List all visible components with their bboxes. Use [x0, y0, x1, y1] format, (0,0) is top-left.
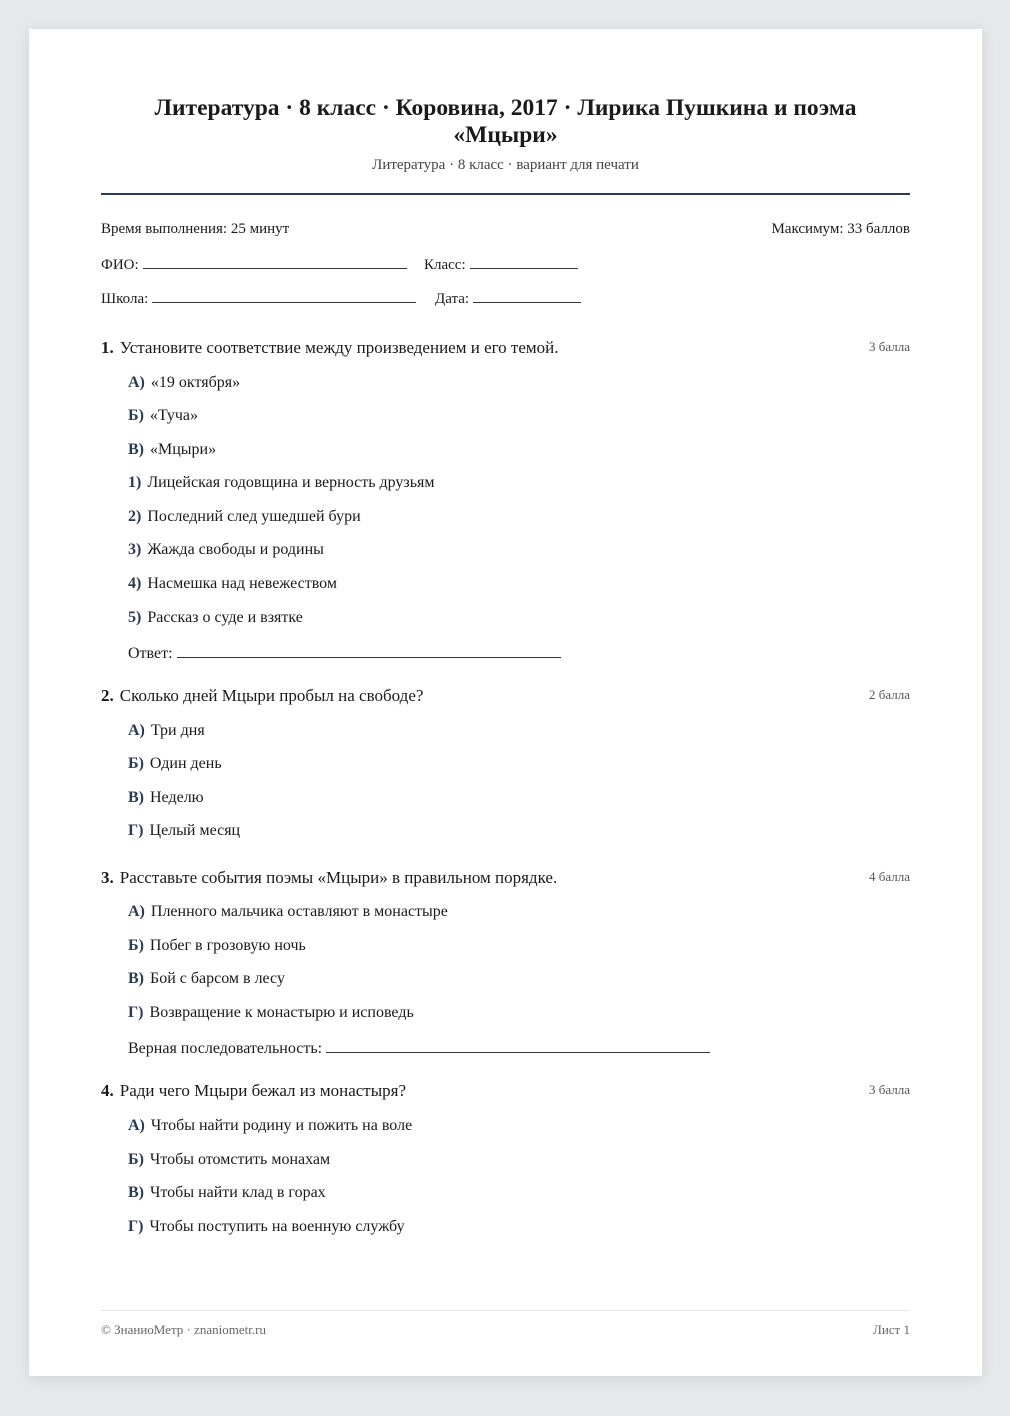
option-letter: Г)	[128, 822, 144, 839]
option-text: Целый месяц	[149, 822, 241, 839]
option-letter: Б)	[128, 937, 144, 954]
footer-page-number: Лист 1	[873, 1322, 910, 1337]
page-subtitle: Литература · 8 класс · вариант для печати	[372, 157, 639, 173]
option	[128, 722, 205, 740]
option-letter: Б)	[128, 755, 144, 772]
option-text: Побег в грозовую ночь	[149, 937, 306, 954]
question-4	[101, 1081, 910, 1235]
question-number: 1.	[101, 338, 114, 357]
option	[128, 1004, 414, 1022]
answer-line[interactable]	[177, 643, 561, 658]
fio-field[interactable]	[101, 254, 407, 274]
option	[128, 374, 240, 392]
question-number: 4.	[101, 1081, 114, 1100]
option-text: «19 октября»	[150, 374, 241, 391]
question-number: 3.	[101, 868, 114, 887]
option-letter: А)	[128, 374, 145, 391]
option-text: Пленного мальчика оставляют в монастыре	[150, 903, 448, 920]
option	[128, 1184, 326, 1202]
option-text: Бой с барсом в лесу	[150, 970, 285, 987]
option-letter: 5)	[128, 609, 142, 626]
option	[128, 970, 285, 988]
question-3	[101, 868, 910, 1057]
option	[128, 1218, 405, 1236]
option	[128, 541, 324, 559]
option-letter: 1)	[128, 474, 142, 491]
question-points: 3 балла	[869, 339, 910, 354]
option-letter: Б)	[128, 407, 144, 424]
question-text: Расставьте события поэмы «Мцыри» в правильном порядке.	[119, 868, 558, 887]
class-label: Класс:	[424, 257, 466, 273]
question-points: 2 балла	[869, 687, 910, 702]
question-header	[101, 868, 910, 892]
option-text: Чтобы отомстить монахам	[149, 1151, 331, 1168]
option-letter: А)	[128, 903, 145, 920]
answer-label: Ответ:	[128, 645, 173, 662]
option	[128, 1151, 330, 1169]
option	[128, 441, 216, 459]
question-1	[101, 338, 910, 662]
school-field[interactable]	[101, 288, 416, 308]
sequence-answer-field[interactable]	[128, 1038, 710, 1058]
class-line[interactable]	[470, 254, 578, 269]
option-text: Три дня	[150, 722, 205, 739]
option-letter: Б)	[128, 1151, 144, 1168]
question-header	[101, 1081, 910, 1105]
question-text: Установите соответствие между произведением и его темой.	[119, 338, 559, 357]
option-text: Чтобы найти родину и пожить на воле	[150, 1117, 413, 1134]
option	[128, 822, 240, 840]
option	[128, 755, 222, 773]
option-text: Чтобы найти клад в горах	[150, 1184, 326, 1201]
question-points: 4 балла	[869, 869, 910, 884]
option-text: Жажда свободы и родины	[147, 541, 324, 558]
time-limit: Время выполнения: 25 минут	[101, 221, 290, 237]
date-label: Дата:	[435, 291, 470, 307]
option-letter: В)	[128, 789, 144, 806]
school-line[interactable]	[152, 288, 416, 303]
answer-field[interactable]	[128, 643, 561, 663]
answer-label: Верная последовательность:	[128, 1040, 323, 1057]
option	[128, 508, 361, 526]
option	[128, 1117, 412, 1135]
school-label: Школа:	[101, 291, 149, 307]
answer-line[interactable]	[326, 1038, 710, 1053]
fio-label: ФИО:	[101, 257, 139, 273]
fio-line[interactable]	[143, 254, 407, 269]
option-letter: А)	[128, 722, 145, 739]
option-letter: В)	[128, 970, 144, 987]
option-text: Возвращение к монастырю и исповедь	[149, 1004, 414, 1021]
question-text: Ради чего Мцыри бежал из монастыря?	[119, 1081, 406, 1100]
option-letter: 4)	[128, 575, 142, 592]
option-letter: В)	[128, 441, 144, 458]
option	[128, 609, 303, 627]
option-letter: А)	[128, 1117, 145, 1134]
question-header	[101, 686, 910, 710]
date-line[interactable]	[473, 288, 581, 303]
question-2	[101, 686, 910, 839]
date-field[interactable]	[435, 288, 581, 308]
option-letter: Г)	[128, 1004, 144, 1021]
page-title: Литература · 8 класс · Коровина, 2017 · Лирика Пушкина и поэма «Мцыри»	[154, 95, 857, 148]
footer-copyright: © ЗнаниоМетр · znaniometr.ru	[101, 1322, 266, 1337]
option-text: Чтобы поступить на военную службу	[149, 1218, 405, 1235]
option-letter: В)	[128, 1184, 144, 1201]
option-text: «Мцыри»	[150, 441, 217, 458]
header-divider	[101, 193, 910, 195]
option	[128, 903, 448, 921]
option-text: «Туча»	[149, 407, 199, 424]
option-text: Лицейская годовщина и верность друзьям	[147, 474, 435, 491]
option-text: Насмешка над невежеством	[147, 575, 337, 592]
question-number: 2.	[101, 686, 114, 705]
option	[128, 937, 306, 955]
option-letter: Г)	[128, 1218, 144, 1235]
option-letter: 3)	[128, 541, 142, 558]
class-field[interactable]	[424, 254, 578, 274]
option	[128, 789, 204, 807]
max-score: Максимум: 33 баллов	[771, 221, 910, 237]
worksheet-page	[29, 29, 982, 1376]
option	[128, 407, 198, 425]
option	[128, 474, 435, 492]
option-text: Последний след ушедшей бури	[147, 508, 361, 525]
question-header	[101, 338, 910, 362]
option-text: Рассказ о суде и взятке	[147, 609, 303, 626]
option	[128, 575, 337, 593]
option-letter: 2)	[128, 508, 142, 525]
option-text: Неделю	[150, 789, 204, 806]
question-text: Сколько дней Мцыри пробыл на свободе?	[119, 686, 424, 705]
option-text: Один день	[149, 755, 222, 772]
footer-divider	[101, 1310, 910, 1311]
question-points: 3 балла	[869, 1082, 910, 1097]
